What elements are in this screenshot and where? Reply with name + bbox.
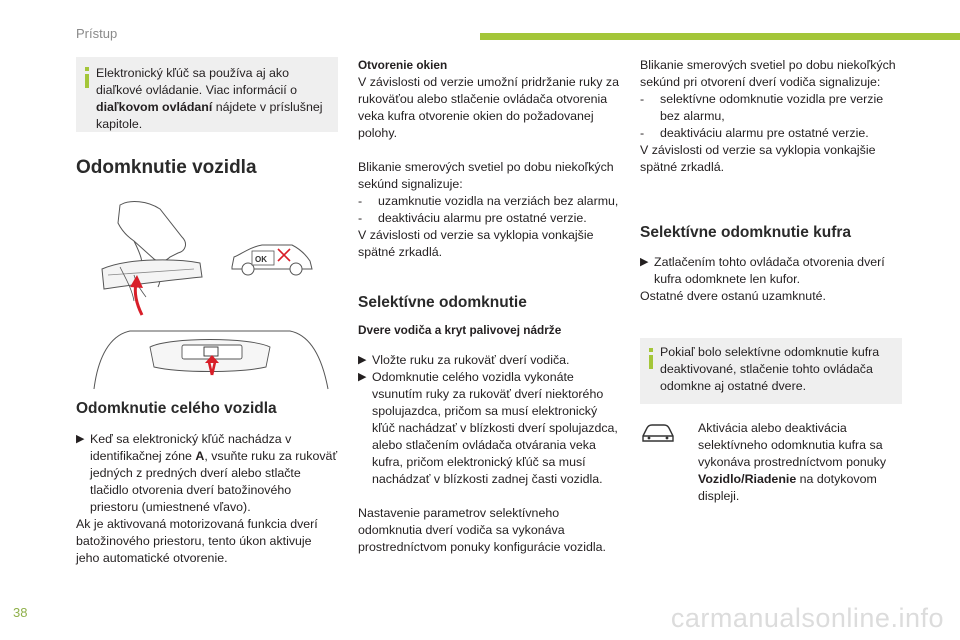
bullet-arrow-icon: ▶︎ <box>640 256 649 268</box>
column-left <box>76 57 338 176</box>
info-box-trunk: Pokiaľ bolo selektívne odomknutie kufra deaktivované, stlačenie tohto ovládača odomkne aj ostatné dvere. <box>640 338 902 404</box>
ok-label: OK <box>255 255 267 264</box>
info-icon <box>648 348 654 392</box>
column-left-lower <box>76 400 338 567</box>
motorized-paragraph: Ak je aktivovaná motorizovaná funkcia dverí batožinového priestoru, tento úkon aktivuje jeho automatické otvorenie. <box>76 517 318 565</box>
mirrors-text: V závislosti od verzie sa vyklopia vonkajšie spätné zrkadlá. <box>358 228 594 259</box>
bullet-arrow-icon: ▶︎ <box>76 433 85 445</box>
info-text: Elektronický kľúč sa používa aj ako diaľkové ovládanie. Viac informácií o diaľkovom ovládaní nájdete v príslušnej kapitole. <box>96 66 323 131</box>
windows-title: Otvorenie okien <box>358 58 448 72</box>
title-selective-unlock: Selektívne odomknutie <box>358 294 527 311</box>
dash-item: - deaktiváciu alarmu pre ostatné verzie. <box>640 126 869 140</box>
info-icon <box>84 67 90 111</box>
dash-item: - selektívne odomknutie vozidla pre verzie bez alarmu, <box>640 92 884 123</box>
column-right <box>640 57 902 505</box>
blink-intro-driver: Blikanie smerových svetiel po dobu niekoľkých sekúnd pri otvorení dverí vodiča signalizuje: <box>640 58 896 89</box>
title-unlock-vehicle: Odomknutie vozidla <box>76 157 257 178</box>
car-settings-note: Aktivácia alebo deaktivácia selektívneho odomknutia kufra sa vykonáva prostredníctvom ponuky Vozidlo/Riadenie na dotykovom displeji. <box>640 420 902 505</box>
car-menu-icon <box>640 422 676 444</box>
car-icon <box>232 245 312 275</box>
section-label: Prístup <box>76 26 118 41</box>
title-selective-trunk: Selektívne odomknutie kufra <box>640 224 852 241</box>
bullet-item: ▶︎ Odomknutie celého vozidla vykonáte vsunutím ruky za rukoväť dverí niektorého spolujazdca, pričom sa musí elektronický kľúč nachádzať v blízkosti dverí spolujazdca, alebo stlačením ovládača otvárania veka kufra, pričom elektronický kľúč sa musí nachádzať v blízkosti zadnej časti vozidla. <box>358 370 618 486</box>
bullet-arrow-icon: ▶︎ <box>358 354 367 366</box>
bullet-item: ▶︎ Keď sa elektronický kľúč nachádza v identifikačnej zóne A, vsuňte ruku za rukoväť jedných z predných dverí alebo stlačte tlačidlo otvorenia dverí batožinového priestoru (umiestnené vľavo). <box>76 432 338 514</box>
blink-intro: Blikanie smerových svetiel po dobu niekoľkých sekúnd signalizuje: <box>358 160 614 191</box>
header-accent-bar <box>480 33 960 40</box>
mirrors-text: V závislosti od verzie sa vyklopia vonkajšie spätné zrkadlá. <box>640 143 876 174</box>
dash-item: - uzamknutie vozidla na verziách bez alarmu, <box>358 194 619 208</box>
dash-item: - deaktiváciu alarmu pre ostatné verzie. <box>358 211 587 225</box>
bullet-arrow-icon: ▶︎ <box>358 371 367 383</box>
bullet-item: ▶︎ Zatlačením tohto ovládača otvorenia dverí kufra odomknete len kufor. <box>640 255 885 286</box>
trunk-other-text: Ostatné dvere ostanú uzamknuté. <box>640 289 826 303</box>
selective-subhead: Dvere vodiča a kryt palivovej nádrže <box>358 323 562 337</box>
title-unlock-whole-vehicle: Odomknutie celého vozidla <box>76 400 277 417</box>
settings-text: Nastavenie parametrov selektívneho odomknutia dverí vodiča sa vykonáva prostredníctvom ponuky konfigurácie vozidla. <box>358 506 606 554</box>
column-middle <box>358 57 620 556</box>
bullet-item: ▶︎ Vložte ruku za rukoväť dverí vodiča. <box>358 353 570 367</box>
info-box-remote <box>76 57 338 132</box>
illustration-hand-door-handle <box>90 197 332 392</box>
windows-text: V závislosti od verzie umožní pridržanie ruky za rukoväťou alebo stlačenie ovládača otvorenia veka kufra otvorenie okien do požadovanej polohy. <box>358 75 619 140</box>
page-number: 38 <box>13 605 28 620</box>
watermark: carmanualsonline.info <box>670 603 944 633</box>
